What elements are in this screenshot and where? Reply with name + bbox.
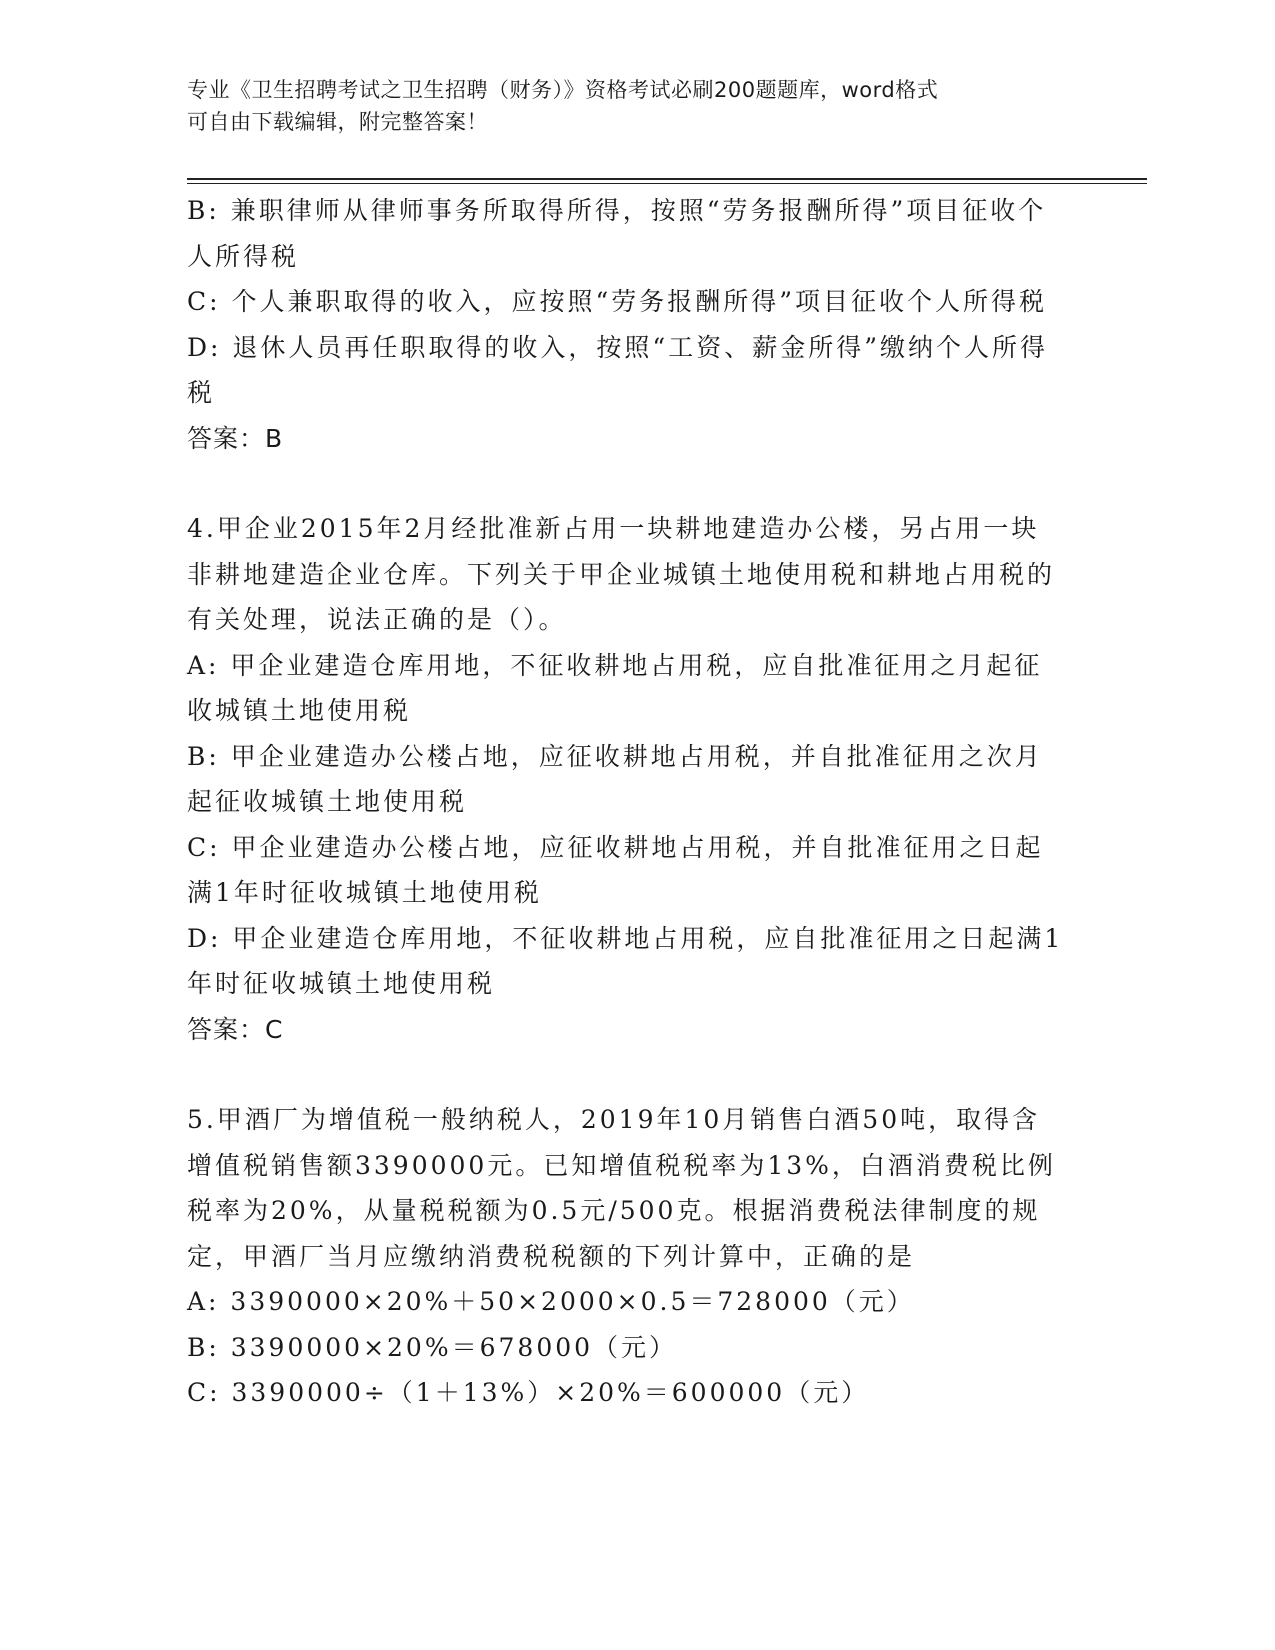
q4-option-c: C: 甲企业建造办公楼占地，应征收耕地占用税，并自批准征用之日起满1年时征收城镇土地使用税 (187, 832, 1044, 907)
q3-option-b: B: 兼职律师从律师事务所取得所得，按照“劳务报酬所得”项目征收个人所得税 (187, 196, 1047, 271)
q3-option-c: C: 个人兼职取得的收入，应按照“劳务报酬所得”项目征收个人所得税 (187, 287, 1048, 316)
spacer (187, 1052, 1067, 1097)
header-title-line-1: 专业《卫生招聘考试之卫生招聘（财务）》资格考试必刷200题题库，word格式 (187, 78, 939, 102)
q5-option-b: B: 3390000×20%＝678000（元） (187, 1332, 678, 1362)
document-body (187, 188, 1067, 1416)
q4-option-b: B: 甲企业建造办公楼占地，应征收耕地占用税，并自批准征用之次月起征收城镇土地使用税 (187, 741, 1043, 816)
q5-stem: 5.甲酒厂为增值税一般纳税人，2019年10月销售白酒50吨，取得含增值税销售额3390000元。已知增值税税率为13%，白酒消费税比例税率为20%，从量税税额为0.5元/500克。根据消费税法律制度的规定，甲酒厂当月应缴纳消费税税额的下列计算中，正确的是 (187, 1105, 1056, 1271)
q3-answer: 答案：B (187, 423, 284, 453)
q5-option-c: C: 3390000÷（1＋13%）×20%＝600000（元） (187, 1378, 870, 1407)
document-header (187, 74, 1067, 138)
spacer (187, 461, 1067, 506)
q3-option-d: D: 退休人员再任职取得的收入，按照“工资、薪金所得”缴纳个人所得税 (187, 332, 1048, 407)
question-3 (187, 188, 1067, 461)
header-title-line-2: 可自由下载编辑，附完整答案！ (187, 110, 488, 134)
q4-answer: 答案：C (187, 1014, 284, 1044)
header-divider (187, 178, 1147, 184)
question-5 (187, 1097, 1067, 1416)
q4-stem: 4.甲企业2015年2月经批准新占用一块耕地建造办公楼，另占用一块非耕地建造企业仓库。下列关于甲企业城镇土地使用税和耕地占用税的有关处理，说法正确的是（）。 (187, 514, 1056, 634)
question-4 (187, 506, 1067, 1052)
q5-option-a: A: 3390000×20%＋50×2000×0.5＝728000（元） (187, 1287, 915, 1316)
q4-option-d: D: 甲企业建造仓库用地，不征收耕地占用税，应自批准征用之日起满1年时征收城镇土地使用税 (187, 923, 1064, 998)
q4-option-a: A: 甲企业建造仓库用地，不征收耕地占用税，应自批准征用之月起征收城镇土地使用税 (187, 650, 1043, 725)
